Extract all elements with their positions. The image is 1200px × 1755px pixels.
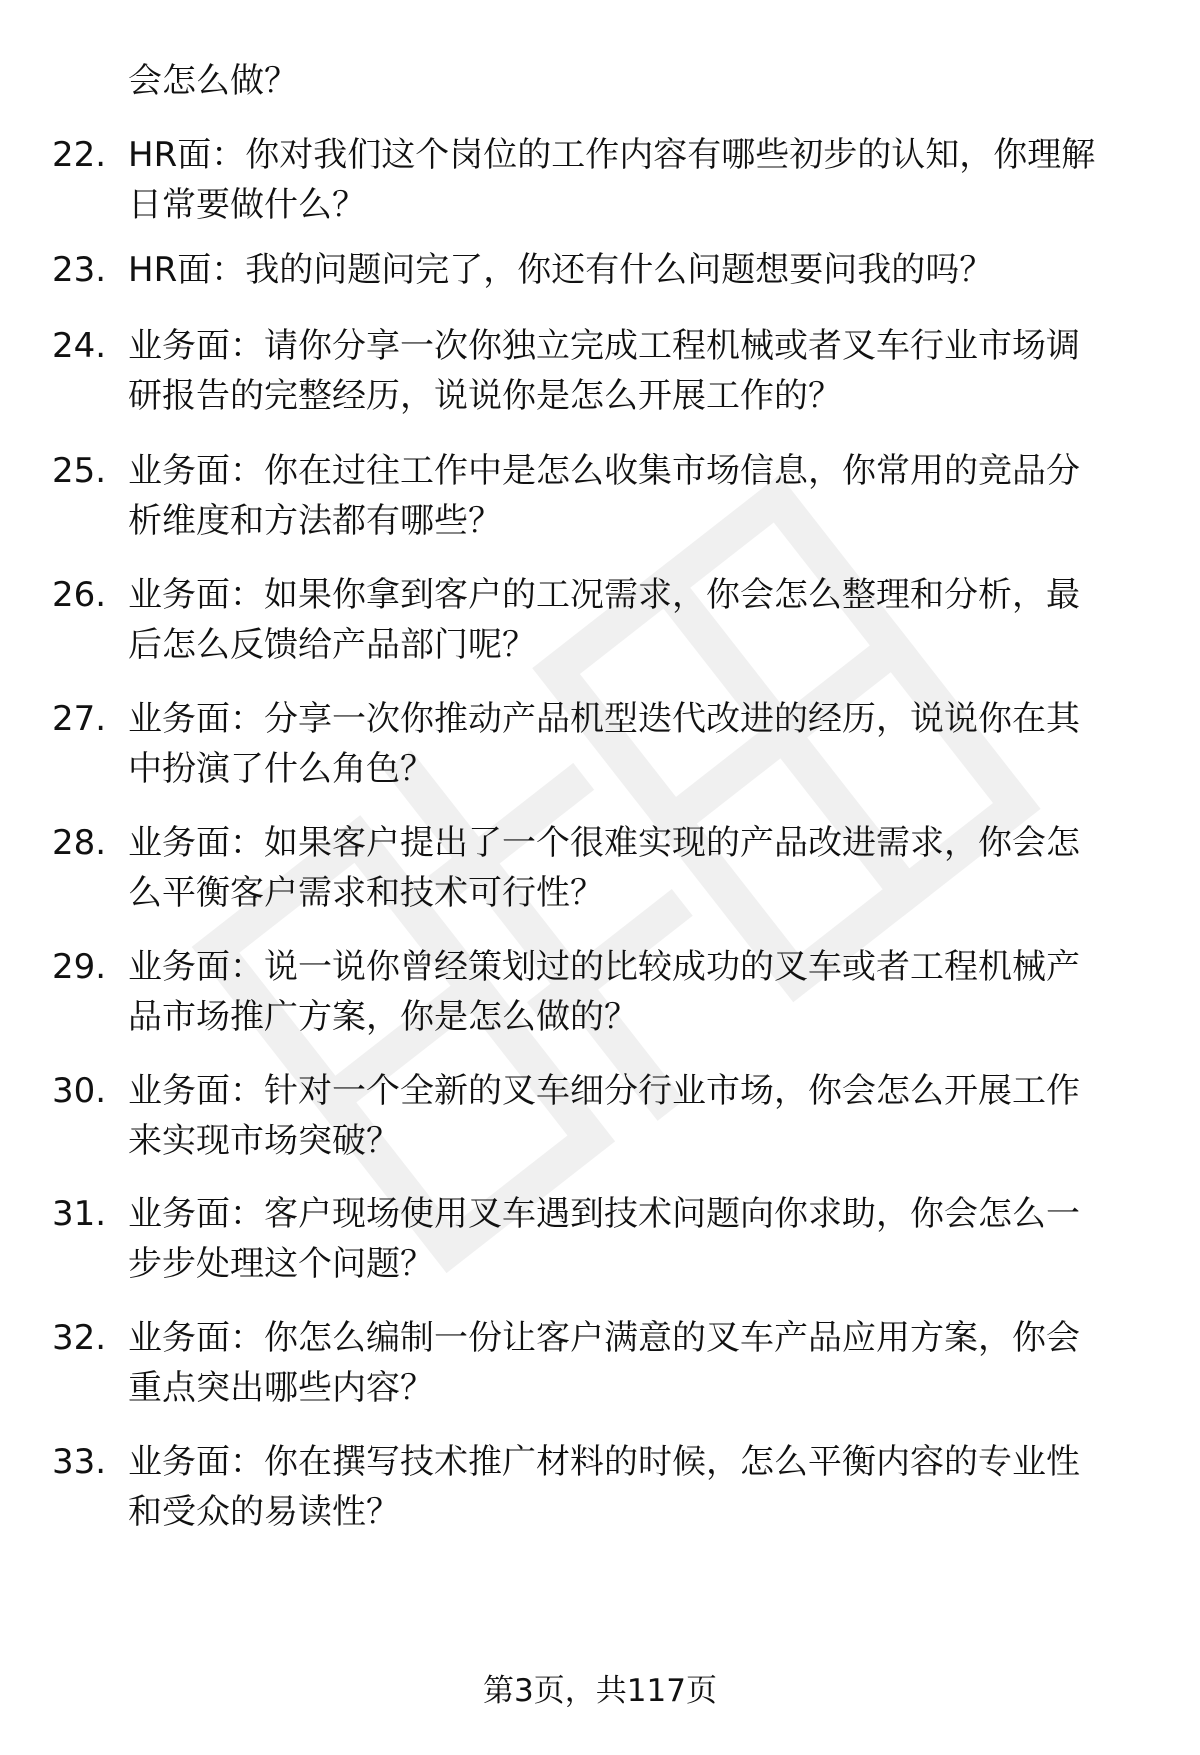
question-text: HR面：我的问题问完了，你还有什么问题想要问我的吗？ — [128, 250, 994, 290]
question-text: 业务面：客户现场使用叉车遇到技术问题向你求助，你会怎么一 步步处理这个问题？ — [128, 1194, 1080, 1284]
question-text: 业务面：针对一个全新的叉车细分行业市场，你会怎么开展工作 来实现市场突破？ — [128, 1071, 1080, 1161]
question-text: 业务面：如果你拿到客户的工况需求，你会怎么整理和分析，最 后怎么反馈给产品部门呢？ — [128, 575, 1080, 665]
question-number: 26. — [52, 575, 107, 615]
question-text: 业务面：分享一次你推动产品机型迭代改进的经历，说说你在其 中扮演了什么角色？ — [128, 699, 1080, 789]
question-number: 27. — [52, 699, 107, 739]
question-number: 30. — [52, 1071, 107, 1111]
page-footer: 第3页，共117页 — [483, 1673, 717, 1709]
question-text: 业务面：你在撰写技术推广材料的时候，怎么平衡内容的专业性 和受众的易读性？ — [128, 1442, 1080, 1532]
question-number: 29. — [52, 947, 107, 987]
question-number: 24. — [52, 326, 107, 366]
question-number: 23. — [52, 250, 107, 290]
question-number: 28. — [52, 823, 107, 863]
question-text: HR面：你对我们这个岗位的工作内容有哪些初步的认知，你理解 日常要做什么？ — [128, 135, 1096, 225]
question-text: 业务面：说一说你曾经策划过的比较成功的叉车或者工程机械产 品市场推广方案，你是怎么做的？ — [128, 947, 1080, 1037]
question-text: 业务面：你在过往工作中是怎么收集市场信息，你常用的竞品分 析维度和方法都有哪些？ — [128, 451, 1080, 541]
question-number: 31. — [52, 1194, 107, 1234]
question-text: 业务面：你怎么编制一份让客户满意的叉车产品应用方案，你会 重点突出哪些内容？ — [128, 1318, 1080, 1408]
question-text: 业务面：如果客户提出了一个很难实现的产品改进需求，你会怎 么平衡客户需求和技术可行性？ — [128, 823, 1080, 913]
question-text: 会怎么做？ — [128, 61, 298, 101]
question-number: 32. — [52, 1318, 107, 1358]
question-number: 25. — [52, 451, 107, 491]
question-number: 22. — [52, 135, 107, 175]
question-text: 业务面：请你分享一次你独立完成工程机械或者叉车行业市场调 研报告的完整经历，说说你是怎么开展工作的？ — [128, 326, 1080, 416]
question-number: 33. — [52, 1442, 107, 1482]
